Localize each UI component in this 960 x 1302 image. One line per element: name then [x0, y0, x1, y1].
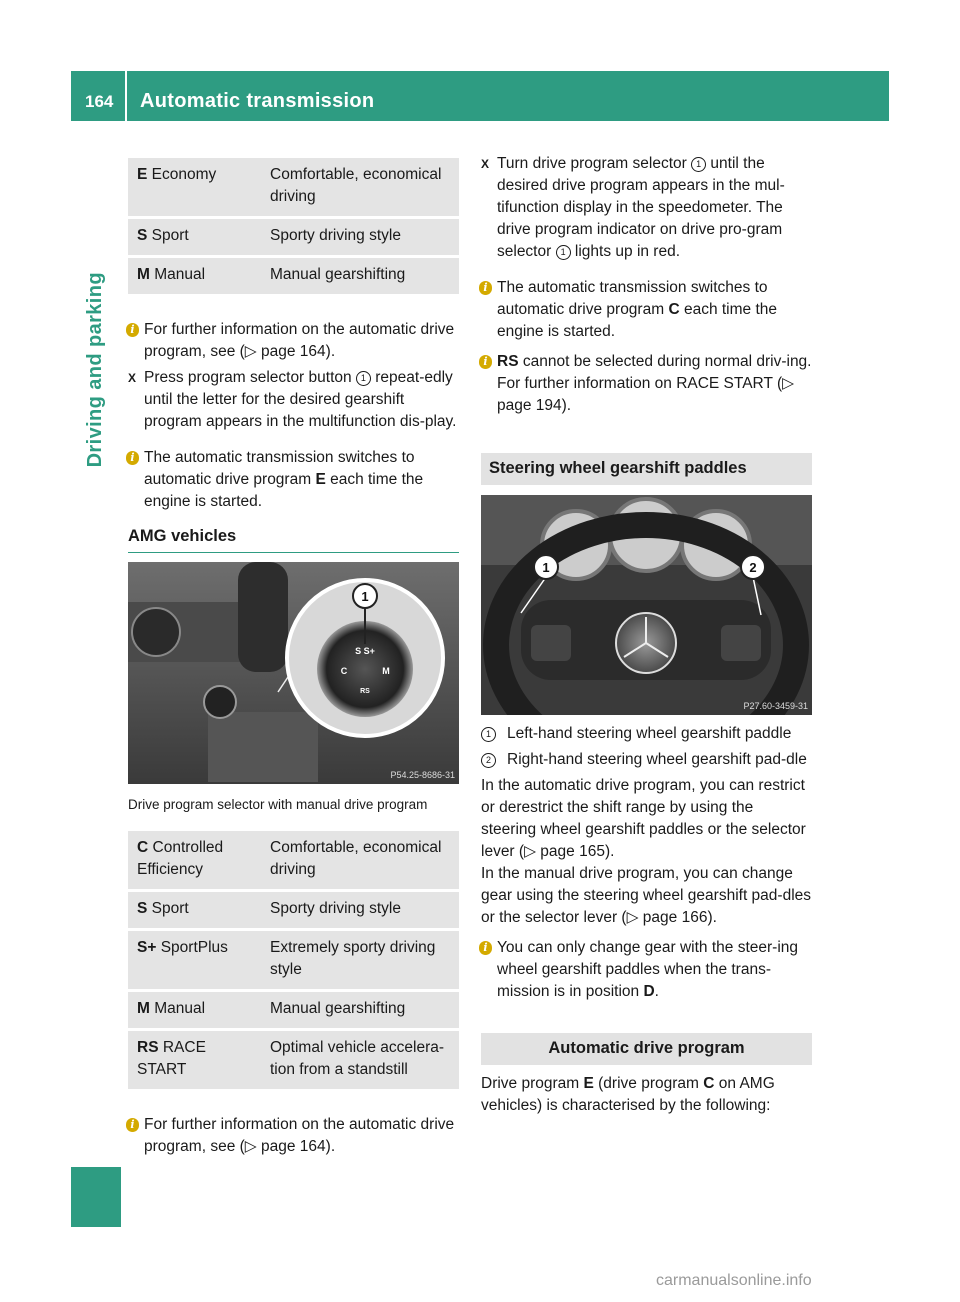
selector-illustration: [128, 562, 459, 784]
mode-name: SportPlus: [160, 939, 228, 956]
mode-key-cell: [128, 158, 250, 216]
mode-abbr: M: [137, 266, 150, 283]
mode-key-cell: [128, 992, 250, 1028]
mode-description: Sporty driving style: [250, 892, 459, 928]
mode-abbr: M: [137, 1000, 150, 1017]
callout-2-icon: 2: [481, 753, 496, 768]
instruction-step: X Press program selector button 1 repeat-edly until the letter for the desired gearshift program appears in the multifunction dis-play.: [128, 369, 457, 430]
amg-drive-program-table: [128, 828, 459, 1092]
legend-list: [481, 723, 812, 771]
callout-1-label: 1: [542, 560, 550, 575]
callout-1-icon: 1: [481, 727, 496, 742]
callout-1-label: 1: [361, 589, 369, 604]
table-row: [128, 1031, 459, 1089]
mode-abbr: C: [137, 839, 149, 856]
steering-wheel-illustration: [481, 495, 812, 715]
dial-label-left: C: [340, 666, 348, 676]
right-column: [481, 153, 812, 1117]
mode-abbr: E: [137, 166, 148, 183]
paragraph: In the automatic drive program, you can restrict or derestrict the shift range by using the steering wheel gearshift paddles or the selector lever (▷ page 165).: [481, 777, 806, 860]
info-note: i The automatic transmission switches to automatic drive program C each time the engine is started.: [481, 277, 812, 343]
section-heading-paddles: Steering wheel gearshift paddles: [481, 453, 812, 485]
page-title: Automatic transmission: [140, 90, 375, 112]
chapter-tab-marker: [71, 1167, 121, 1227]
table-row: [128, 831, 459, 889]
table-row: [128, 219, 459, 255]
info-note: i You can only change gear with the steer-ing wheel gearshift paddles when the trans-mission is in position D.: [481, 937, 812, 1003]
instruction-step: X Turn drive program selector 1 until the desired drive program appears in the mul-tifunction display in the speedometer. The drive program indicator on drive pro-gram selector 1 lights up in red.: [481, 155, 785, 260]
mode-abbr: RS: [137, 1039, 159, 1056]
mode-abbr: S: [137, 227, 148, 244]
table-row: [128, 258, 459, 294]
table-row: [128, 931, 459, 989]
chapter-tab-label: Driving and parking: [84, 272, 106, 468]
info-icon: i: [479, 355, 492, 369]
mode-description: Optimal vehicle accelera-tion from a standstill: [250, 1031, 459, 1089]
section-heading-drive-program: Automatic drive program: [481, 1033, 812, 1065]
mode-description: Extremely sporty driving style: [250, 931, 459, 989]
info-icon: i: [126, 451, 139, 465]
mode-key-cell: [128, 219, 250, 255]
header-divider: [125, 71, 127, 121]
left-column: [128, 155, 459, 1158]
callout-1-icon: 1: [556, 245, 571, 260]
info-icon: i: [126, 323, 139, 337]
drive-program-table: [128, 155, 459, 297]
page-number: 164: [85, 92, 114, 111]
info-note: i For further information on the automatic drive program, see (▷ page 164).: [128, 1114, 459, 1158]
info-note: i RS cannot be selected during normal driv-ing. For further information on RACE START (▷ page 194).: [481, 351, 812, 417]
mode-name: RACE START: [137, 1039, 206, 1078]
arrow-icon: X: [128, 371, 137, 385]
arrow-icon: X: [481, 157, 490, 171]
mode-description: Comfortable, economical driving: [250, 831, 459, 889]
mode-abbr: S+: [137, 939, 157, 956]
paragraph: Drive program E (drive program C on AMG vehicles) is characterised by the following:: [481, 1075, 775, 1114]
legend-item: 2 Right-hand steering wheel gearshift pad-dle: [481, 749, 812, 771]
mode-name: Sport: [151, 900, 189, 917]
info-note: i The automatic transmission switches to automatic drive program E each time the engine is started.: [128, 447, 459, 513]
subheading-amg: AMG vehicles: [128, 525, 459, 553]
mode-key-cell: [128, 258, 250, 294]
mode-key-cell: [128, 831, 250, 889]
mode-description: Manual gearshifting: [250, 992, 459, 1028]
info-icon: i: [126, 1118, 139, 1132]
mode-name: Economy: [151, 166, 217, 183]
dial-label-right: M: [382, 666, 390, 676]
table-row: [128, 992, 459, 1028]
mode-name: Manual: [154, 266, 206, 283]
dial-label-top: S S+: [355, 646, 375, 656]
info-note: i For further information on the automatic drive program, see (▷ page 164).: [128, 319, 459, 363]
paragraph: In the manual drive program, you can change gear using the steering wheel gearshift pad-dles or the selector lever (▷ page 166).: [481, 865, 812, 926]
mode-key-cell: [128, 892, 250, 928]
info-icon: i: [479, 281, 492, 295]
table-row: [128, 892, 459, 928]
callout-2-label: 2: [749, 560, 757, 575]
mode-abbr: S: [137, 900, 148, 917]
mode-name: Controlled Efficiency: [137, 839, 224, 878]
mode-description: Comfortable, economical driving: [250, 158, 459, 216]
watermark: carmanualsonline.info: [656, 1272, 812, 1289]
figure-caption: Drive program selector with manual drive program: [128, 797, 428, 812]
legend-item: 1 Left-hand steering wheel gearshift paddle: [481, 723, 812, 745]
mode-key-cell: [128, 1031, 250, 1089]
callout-1-icon: 1: [356, 371, 371, 386]
steering-wheel-photo: [481, 495, 812, 715]
mode-key-cell: [128, 931, 250, 989]
mode-description: Sporty driving style: [250, 219, 459, 255]
selector-photo: [128, 562, 459, 784]
figure-code: P27.60-3459-31: [743, 701, 808, 711]
mode-name: Sport: [151, 227, 189, 244]
mode-name: Manual: [154, 1000, 206, 1017]
figure-code: P54.25-8686-31: [390, 770, 455, 780]
info-icon: i: [479, 941, 492, 955]
callout-1-icon: 1: [691, 157, 706, 172]
table-row: [128, 158, 459, 216]
mode-description: Manual gearshifting: [250, 258, 459, 294]
dial-label-bottom: RS: [360, 688, 370, 695]
